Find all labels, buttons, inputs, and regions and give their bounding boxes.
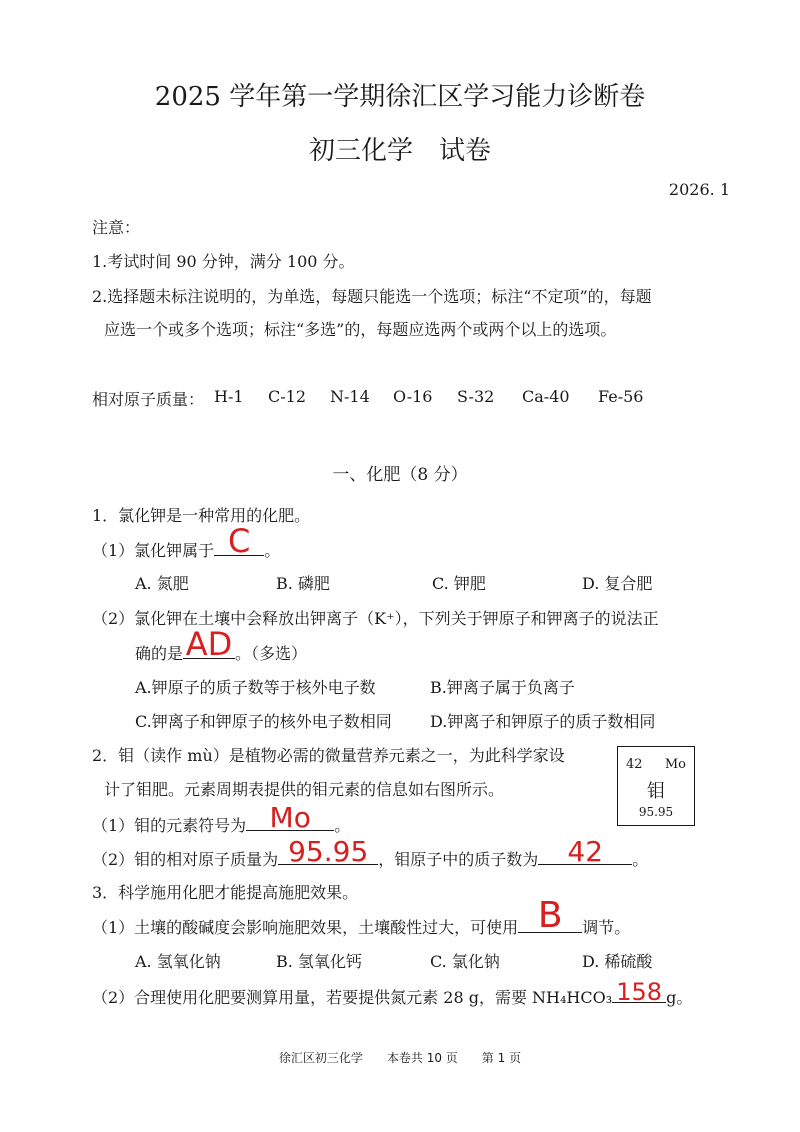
note-item-2-line1: 2.选择题未标注说明的，为单选，每题只能选一个选项；标注“不定项”的，每题 (92, 287, 652, 306)
question-text: （2）合理使用化肥要测算用量，若要提供氮元素 28 g，需要 NH₄HCO₃ (92, 988, 613, 1007)
option: B.钾离子属于负离子 (430, 678, 575, 697)
notes-heading: 注意： (92, 218, 141, 237)
exam-title: 2025 学年第一学期徐汇区学习能力诊断卷 (154, 82, 646, 112)
question-text: （1）土壤的酸碱度会影响施肥效果，土壤酸性过大，可使用 (92, 918, 519, 937)
question-text: 。 (334, 816, 351, 835)
answer-blank[interactable] (278, 835, 378, 868)
option: C.钾离子和钾原子的核外电子数相同 (135, 712, 392, 731)
answer-blank[interactable] (518, 895, 582, 936)
question-1-part-1 (92, 522, 281, 561)
question-text: （1）氯化钾属于 (92, 541, 215, 560)
question-text: 。 (264, 541, 281, 560)
option: A. 氢氧化钠 (135, 952, 221, 971)
option: C. 钾肥 (432, 574, 486, 593)
option: D.钾离子和钾原子的质子数相同 (430, 712, 656, 731)
section-title: 一、化肥（8 分） (332, 465, 468, 485)
question-text: g。 (666, 988, 693, 1007)
handwritten-answer: AD (185, 625, 233, 663)
option: B. 氢氧化钙 (276, 952, 362, 971)
handwritten-answer: B (537, 895, 563, 936)
answer-blank[interactable] (612, 978, 666, 1006)
handwritten-answer: 95.95 (288, 835, 369, 868)
question-text: 。（多选） (235, 644, 308, 663)
option: B. 磷肥 (276, 574, 330, 593)
question-text: 。 (632, 850, 649, 869)
question-2-part-1 (92, 801, 351, 836)
question-1-part-2-line1: （2）氯化钾在土壤中会释放出钾离子（K⁺），下列关于钾原子和钾离子的说法正 (92, 609, 659, 628)
question-text: 调节。 (582, 918, 631, 937)
question-2-stem-line1: 2．钼（读作 mù）是植物必需的微量营养元素之一，为此科学家设 (92, 746, 565, 765)
element-name: 钼 (647, 781, 665, 802)
question-3-stem: 3．科学施用化肥才能提高施肥效果。 (92, 883, 359, 902)
handwritten-answer: 42 (567, 835, 604, 868)
atomic-mass-item: C-12 (268, 387, 307, 406)
question-text: （1）钼的元素符号为 (92, 816, 247, 835)
question-2-stem-line2: 计了钼肥。元素周期表提供的钼元素的信息如右图所示。 (104, 780, 505, 799)
question-text: ，钼原子中的质子数为 (378, 850, 539, 869)
answer-blank[interactable] (246, 801, 334, 834)
option: A. 氮肥 (135, 574, 189, 593)
question-3-part-1 (92, 895, 631, 938)
exam-date: 2026. 1 (668, 180, 730, 199)
handwritten-answer: Mo (269, 801, 311, 834)
note-item-2-line2: 应选一个或多个选项；标注“多选”的，每题应选两个或两个以上的选项。 (104, 320, 617, 339)
atomic-mass-item: Ca-40 (522, 387, 570, 406)
atomic-mass: 95.95 (638, 805, 674, 819)
atomic-mass-item: O-16 (393, 387, 433, 406)
question-3-part-2 (92, 978, 693, 1008)
option: A.钾原子的质子数等于核外电子数 (135, 678, 376, 697)
handwritten-answer: 158 (616, 978, 663, 1006)
question-1-part-2-line2 (135, 625, 308, 664)
atomic-mass-item: N-14 (330, 387, 370, 406)
question-text: （2）钼的相对原子质量为 (92, 850, 279, 869)
atomic-mass-item: H-1 (214, 387, 244, 406)
question-text: 确的是 (135, 644, 184, 663)
option: D. 稀硫酸 (582, 952, 653, 971)
page-footer: 徐汇区初三化学 本卷共 10 页 第 1 页 (278, 1051, 522, 1065)
handwritten-answer: C (228, 522, 251, 560)
answer-blank[interactable] (183, 625, 235, 663)
atomic-number: 42 (626, 757, 643, 772)
answer-blank[interactable] (538, 835, 632, 868)
element-tile-molybdenum (617, 746, 695, 826)
question-2-part-2 (92, 835, 649, 870)
question-1-stem: 1．氯化钾是一种常用的化肥。 (92, 506, 311, 525)
atomic-masses-label: 相对原子质量： (92, 390, 205, 409)
exam-subtitle: 初三化学 试卷 (308, 136, 491, 166)
element-symbol: Mo (664, 757, 686, 772)
atomic-mass-item: Fe-56 (598, 387, 644, 406)
option: D. 复合肥 (582, 574, 653, 593)
option: C. 氯化钠 (430, 952, 500, 971)
atomic-mass-item: S-32 (457, 387, 495, 406)
answer-blank[interactable] (214, 522, 264, 560)
note-item-1: 1.考试时间 90 分钟，满分 100 分。 (92, 252, 355, 271)
